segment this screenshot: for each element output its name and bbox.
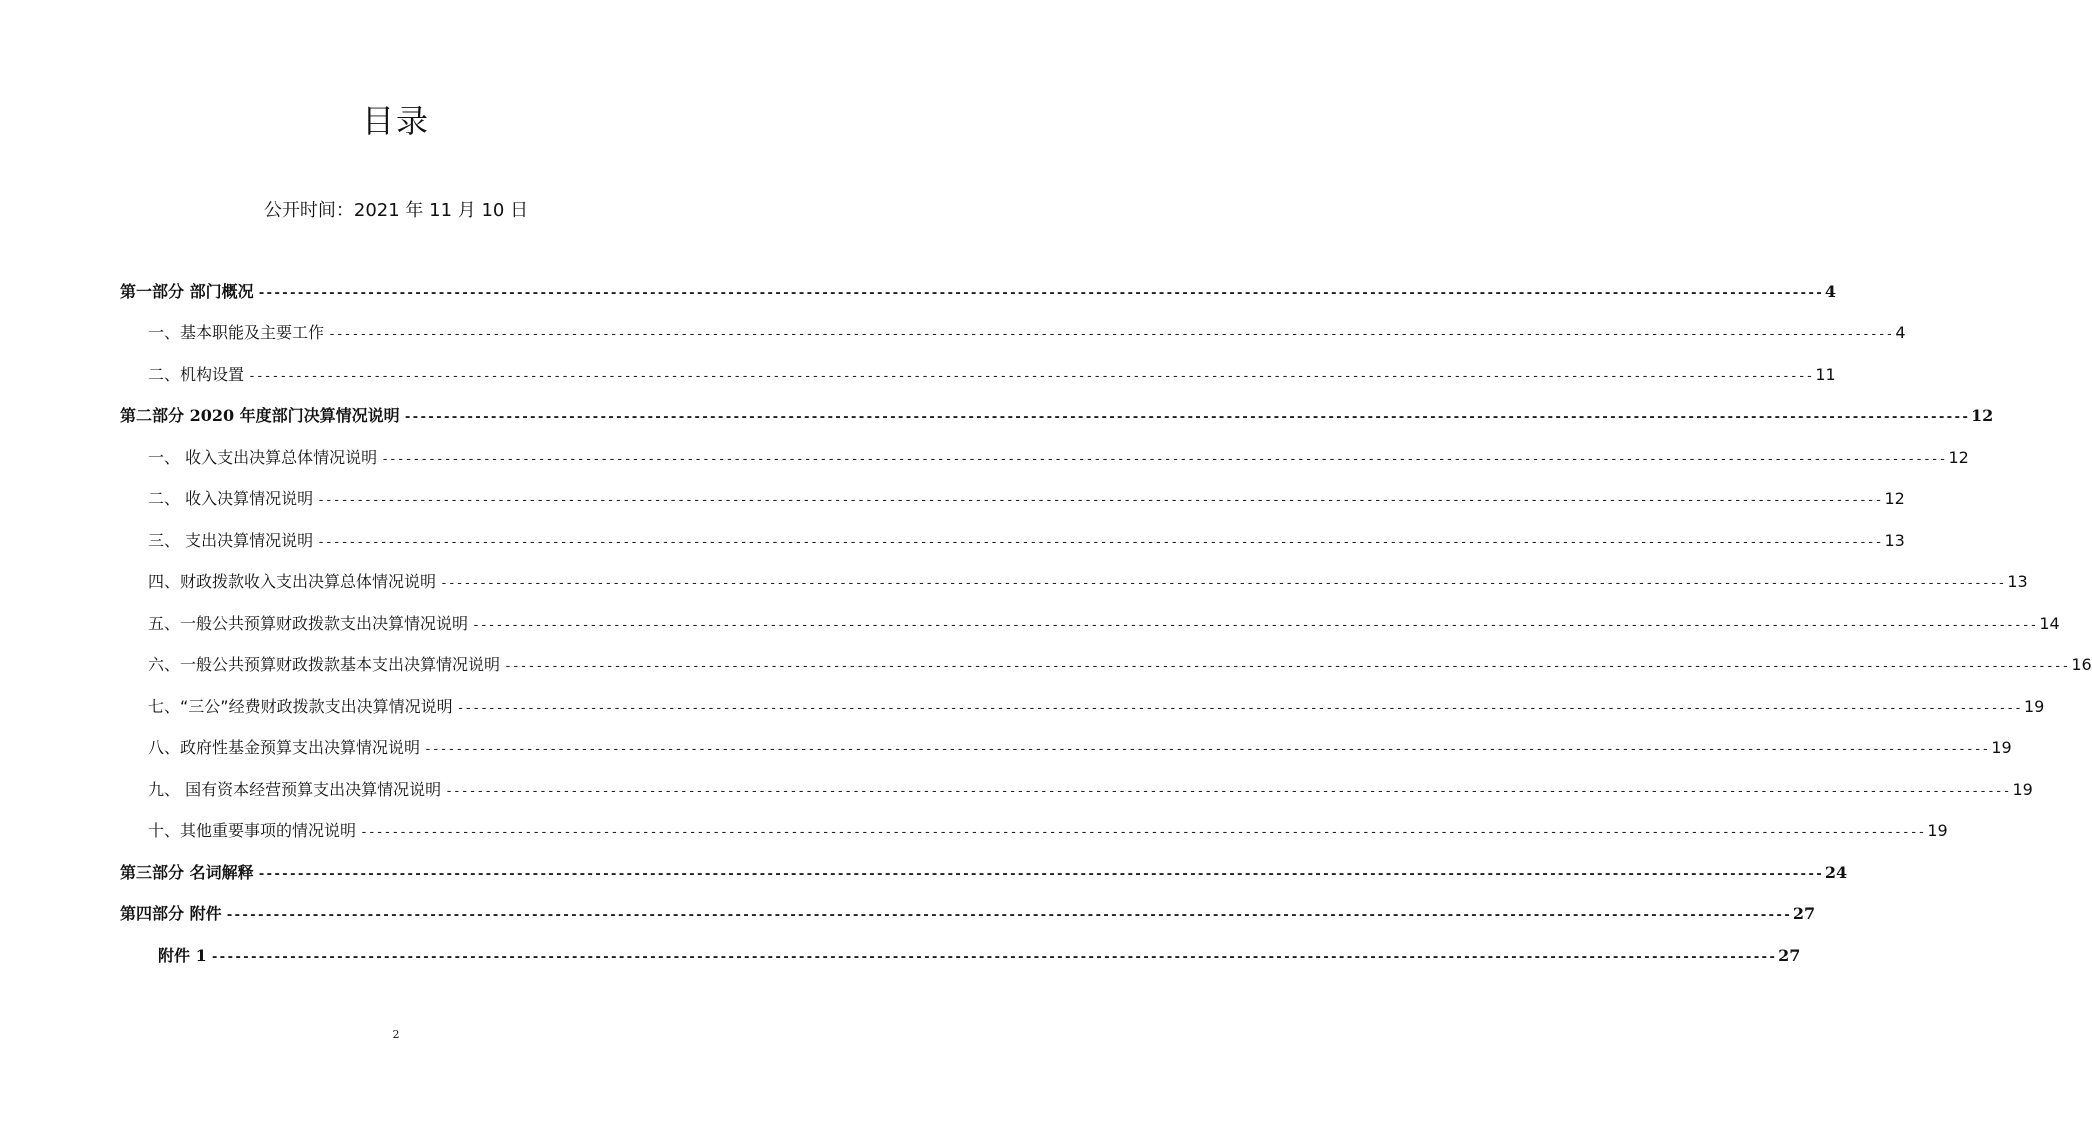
toc-entry[interactable] [148,695,2045,719]
page-number: 2 [392,1028,400,1041]
toc-entry-label: 八、政府性基金预算支出决算情况说明 [148,738,421,757]
toc-leader: -------------------------------------------------------------------------------------------------------------------------------------------------------------------------------------------------------- [328,327,1894,342]
toc-entry-label: 第四部分 附件 [120,904,222,923]
page-title: 目录 [361,102,430,140]
toc-entry-page: 13 [1884,531,1905,550]
toc-entry-label: 九、 国有资本经营预算支出决算情况说明 [148,780,442,799]
toc-entry[interactable] [120,280,1837,304]
toc-entry[interactable] [148,653,2092,677]
toc-leader: -------------------------------------------------------------------------------------------------------------------------------------------------------------------------------------------------------- [456,701,2022,716]
toc-entry-page: 27 [1778,946,1801,965]
toc-leader: -------------------------------------------------------------------------------------------------------------------------------------------------------------------------------------------------------- [504,659,2070,674]
toc-entry-page: 11 [1815,365,1836,384]
toc-leader: -------------------------------------------------------------------------------------------------------------------------------------------------------------------------------------------------------- [440,576,2006,591]
toc-entry-label: 四、财政拨款收入支出决算总体情况说明 [148,572,437,591]
toc-entry-page: 19 [2023,697,2045,716]
toc-entry-page: 4 [1824,282,1837,301]
toc-entry[interactable] [148,529,1905,553]
toc-leader: -------------------------------------------------------------------------------------------------------------------------------------------------------------------------------------------------------- [317,535,1883,550]
toc-entry-label: 附件 1 [158,946,207,965]
toc-entry[interactable] [148,487,1905,511]
toc-entry-label: 七、“三公”经费财政拨款支出决算情况说明 [148,697,453,716]
toc-entry[interactable] [148,736,2012,760]
toc-leader: -------------------------------------------------------------------------------------------------------------------------------------------------------------------------------------------------------- [403,410,1970,425]
toc-entry-label: 三、 支出决算情况说明 [148,531,314,550]
toc-entry-label: 十、其他重要事项的情况说明 [148,821,357,840]
toc-entry[interactable] [148,363,1836,387]
toc-entry-label: 一、基本职能及主要工作 [148,323,325,342]
publish-date: 公开时间：2021 年 11 月 10 日 [263,200,529,221]
toc-entry-label: 五、一般公共预算财政拨款支出决算情况说明 [148,614,469,633]
toc-entry-page: 12 [1884,489,1905,508]
toc-leader: -------------------------------------------------------------------------------------------------------------------------------------------------------------------------------------------------------- [424,742,1990,757]
toc-leader: -------------------------------------------------------------------------------------------------------------------------------------------------------------------------------------------------------- [248,369,1814,384]
toc-entry-page: 12 [1971,406,1994,425]
toc-leader: -------------------------------------------------------------------------------------------------------------------------------------------------------------------------------------------------------- [360,825,1926,840]
toc-entry-page: 14 [2039,614,2060,633]
toc-entry[interactable] [148,570,2028,594]
toc-leader: -------------------------------------------------------------------------------------------------------------------------------------------------------------------------------------------------------- [210,950,1777,965]
toc-entry-page: 12 [1948,448,1969,467]
toc-entry[interactable] [148,612,2060,636]
toc-entry[interactable] [120,902,1816,926]
toc-entry[interactable] [158,944,1801,968]
toc-entry-page: 24 [1824,863,1848,882]
toc-entry[interactable] [148,446,1969,470]
toc-entry-label: 第三部分 名词解释 [120,863,254,882]
toc-entry-page: 16 [2071,655,2092,674]
toc-leader: -------------------------------------------------------------------------------------------------------------------------------------------------------------------------------------------------------- [225,908,1791,923]
toc-leader: -------------------------------------------------------------------------------------------------------------------------------------------------------------------------------------------------------- [472,618,2038,633]
toc-entry-label: 第二部分 2020 年度部门决算情况说明 [120,406,400,425]
toc-entry-page: 19 [1991,738,2012,757]
toc-entry-page: 19 [2012,780,2033,799]
toc-leader: -------------------------------------------------------------------------------------------------------------------------------------------------------------------------------------------------------- [257,867,1823,882]
toc-entry-page: 27 [1792,904,1816,923]
toc-leader: -------------------------------------------------------------------------------------------------------------------------------------------------------------------------------------------------------- [317,493,1883,508]
toc-entry-label: 六、一般公共预算财政拨款基本支出决算情况说明 [148,655,501,674]
toc-entry-page: 4 [1895,323,1906,342]
toc-entry-label: 二、机构设置 [148,365,245,384]
toc-entry[interactable] [148,819,1948,843]
toc-entry[interactable] [120,404,1994,428]
toc-entry[interactable] [120,861,1848,885]
toc-entry-label: 一、 收入支出决算总体情况说明 [148,448,378,467]
toc-leader: -------------------------------------------------------------------------------------------------------------------------------------------------------------------------------------------------------- [445,784,2011,799]
toc-entry[interactable] [148,321,1906,345]
toc-entry-page: 13 [2007,572,2028,591]
toc-entry-label: 第一部分 部门概况 [120,282,254,301]
toc-entry-page: 19 [1927,821,1948,840]
toc-leader: -------------------------------------------------------------------------------------------------------------------------------------------------------------------------------------------------------- [257,286,1823,301]
toc-leader: -------------------------------------------------------------------------------------------------------------------------------------------------------------------------------------------------------- [381,452,1947,467]
toc-entry[interactable] [148,778,2033,802]
toc-entry-label: 二、 收入决算情况说明 [148,489,314,508]
